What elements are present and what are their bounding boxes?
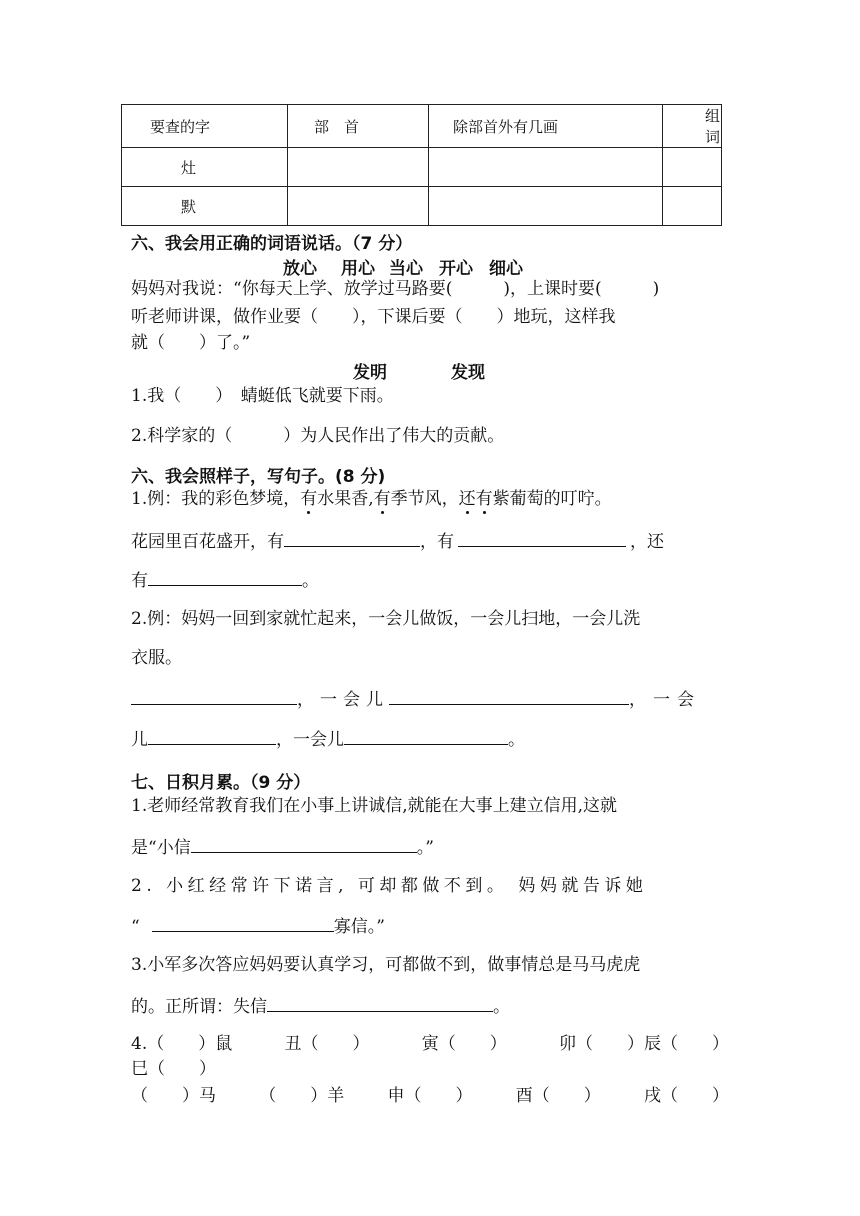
table-cell-blank[interactable] [663, 148, 722, 187]
table-cell-char: 灶 [122, 148, 288, 187]
paragraph-line: 妈妈对我说：“你每天上学、放学过马路要( )，上课时要( ) [131, 279, 660, 299]
word-bank [283, 254, 523, 279]
zodiac-item: （ ）羊 [259, 1086, 345, 1106]
table-header-row [122, 105, 722, 148]
word-bank-item: 细心 [489, 259, 523, 279]
zodiac-item: 酉（ ） [515, 1086, 601, 1106]
example-text: 季节风， [390, 489, 459, 509]
zodiac-line [131, 1033, 729, 1055]
example-sentence: 2.例：妈妈一回到家就忙起来，一会儿做饭，一会儿扫地，一会儿洗 [131, 609, 641, 629]
fill-line [131, 529, 664, 553]
answer-blank[interactable] [148, 727, 276, 745]
example-sentence [131, 488, 612, 510]
answer-blank[interactable] [152, 914, 334, 932]
fill-text: 。 [302, 571, 319, 591]
fill-text: 有 [131, 571, 148, 591]
fill-text: 寡信。” [333, 917, 385, 937]
example-sentence: 衣服。 [131, 648, 182, 668]
word-bank-item: 当心 [389, 259, 423, 279]
zodiac-line: 巳（ ） [131, 1059, 216, 1079]
table-row [122, 187, 722, 226]
fill-text: 。 [508, 730, 525, 750]
table-cell-blank[interactable] [663, 187, 722, 226]
emphasis-char: 有 [373, 489, 391, 509]
fill-line [131, 568, 319, 592]
word-bank-2 [353, 358, 485, 383]
answer-blank[interactable] [458, 529, 626, 547]
fill-line [131, 687, 701, 711]
fill-text: “ [131, 917, 140, 937]
answer-blank[interactable] [148, 568, 302, 586]
zodiac-item: 丑（ ） [284, 1034, 370, 1054]
zodiac-item: （ ）马 [131, 1086, 216, 1106]
table-cell-blank[interactable] [288, 187, 429, 226]
fill-text: ，有 [420, 532, 454, 552]
section-6b-title: 六、我会照样子，写句子。(8 分) [131, 467, 386, 487]
paragraph-line: 听老师讲课，做作业要（ ），下课后要（ ）地玩，这样我 [131, 307, 616, 327]
fill-text: ，一会儿 [276, 730, 344, 750]
fill-text: 是“小信 [131, 838, 191, 858]
word-bank-item: 放心 [283, 259, 317, 279]
answer-blank[interactable] [344, 727, 508, 745]
table-row [122, 148, 722, 187]
character-lookup-table [121, 104, 722, 226]
fill-text: 。 [493, 997, 510, 1017]
answer-blank[interactable] [267, 994, 493, 1012]
zodiac-item: 申（ ） [387, 1086, 473, 1106]
fill-line [131, 914, 385, 938]
fill-line [131, 727, 525, 751]
emphasis-char: 有 [475, 489, 493, 509]
zodiac-item: 戌（ ） [644, 1086, 729, 1106]
fill-text: ，一会 [629, 690, 701, 710]
fill-text: 的。正所谓：失信 [131, 997, 267, 1017]
table-header: 要查的字 [122, 105, 288, 148]
fill-line [131, 994, 510, 1018]
emphasis-char: 有 [300, 489, 318, 509]
table-header: 除部首外有几画 [429, 105, 663, 148]
fill-text: 。” [416, 838, 434, 858]
table-cell-blank[interactable] [288, 148, 429, 187]
table-header: 部 首 [288, 105, 429, 148]
answer-blank[interactable] [191, 835, 417, 853]
question-line: 3.小军多次答应妈妈要认真学习，可都做不到，做事情总是马马虎虎 [131, 955, 641, 975]
zodiac-item: 寅（ ） [421, 1034, 507, 1054]
example-text: 紫葡萄的叮咛。 [492, 489, 612, 509]
question-line: 1.我（ ） 蜻蜓低飞就要下雨。 [131, 386, 394, 406]
fill-text: ，还 [630, 532, 664, 552]
emphasis-char: 还 [458, 489, 476, 509]
zodiac-line [131, 1085, 729, 1107]
table-cell-blank[interactable] [429, 148, 663, 187]
answer-blank[interactable] [284, 529, 420, 547]
section-6a-title: 六、我会用正确的词语说话。（7 分） [131, 234, 413, 254]
table-header: 组词 [663, 105, 722, 148]
table-cell-blank[interactable] [429, 187, 663, 226]
question-line: 2.科学家的（ ）为人民作出了伟大的贡献。 [131, 426, 505, 446]
table-cell-char: 默 [122, 187, 288, 226]
example-text: 1.例：我的彩色梦境， [131, 489, 301, 509]
question-line: 1.老师经常教育我们在小事上讲诚信,就能在大事上建立信用,这就 [131, 796, 618, 816]
word-bank-item: 发明 [353, 363, 387, 383]
word-bank-item: 开心 [439, 259, 473, 279]
example-text: 水果香, [317, 489, 374, 509]
question-line: 2. 小红经常许下诺言, 可却都做不到。 妈妈就告诉她 [131, 876, 648, 896]
section-7-title: 七、日积月累。（9 分） [131, 773, 311, 793]
paragraph-line: 就（ ）了。” [131, 333, 251, 353]
fill-line [131, 835, 434, 859]
zodiac-item: 4.（ ）鼠 [131, 1034, 233, 1054]
fill-text: 花园里百花盛开，有 [131, 532, 284, 552]
fill-text: ，一会儿 [297, 690, 389, 710]
word-bank-item: 发现 [451, 363, 485, 383]
answer-blank[interactable] [131, 687, 297, 705]
zodiac-item: 卯（ ）辰（ ） [558, 1034, 729, 1054]
word-bank-item: 用心 [341, 259, 375, 279]
answer-blank[interactable] [389, 687, 629, 705]
fill-text: 儿 [131, 730, 148, 750]
